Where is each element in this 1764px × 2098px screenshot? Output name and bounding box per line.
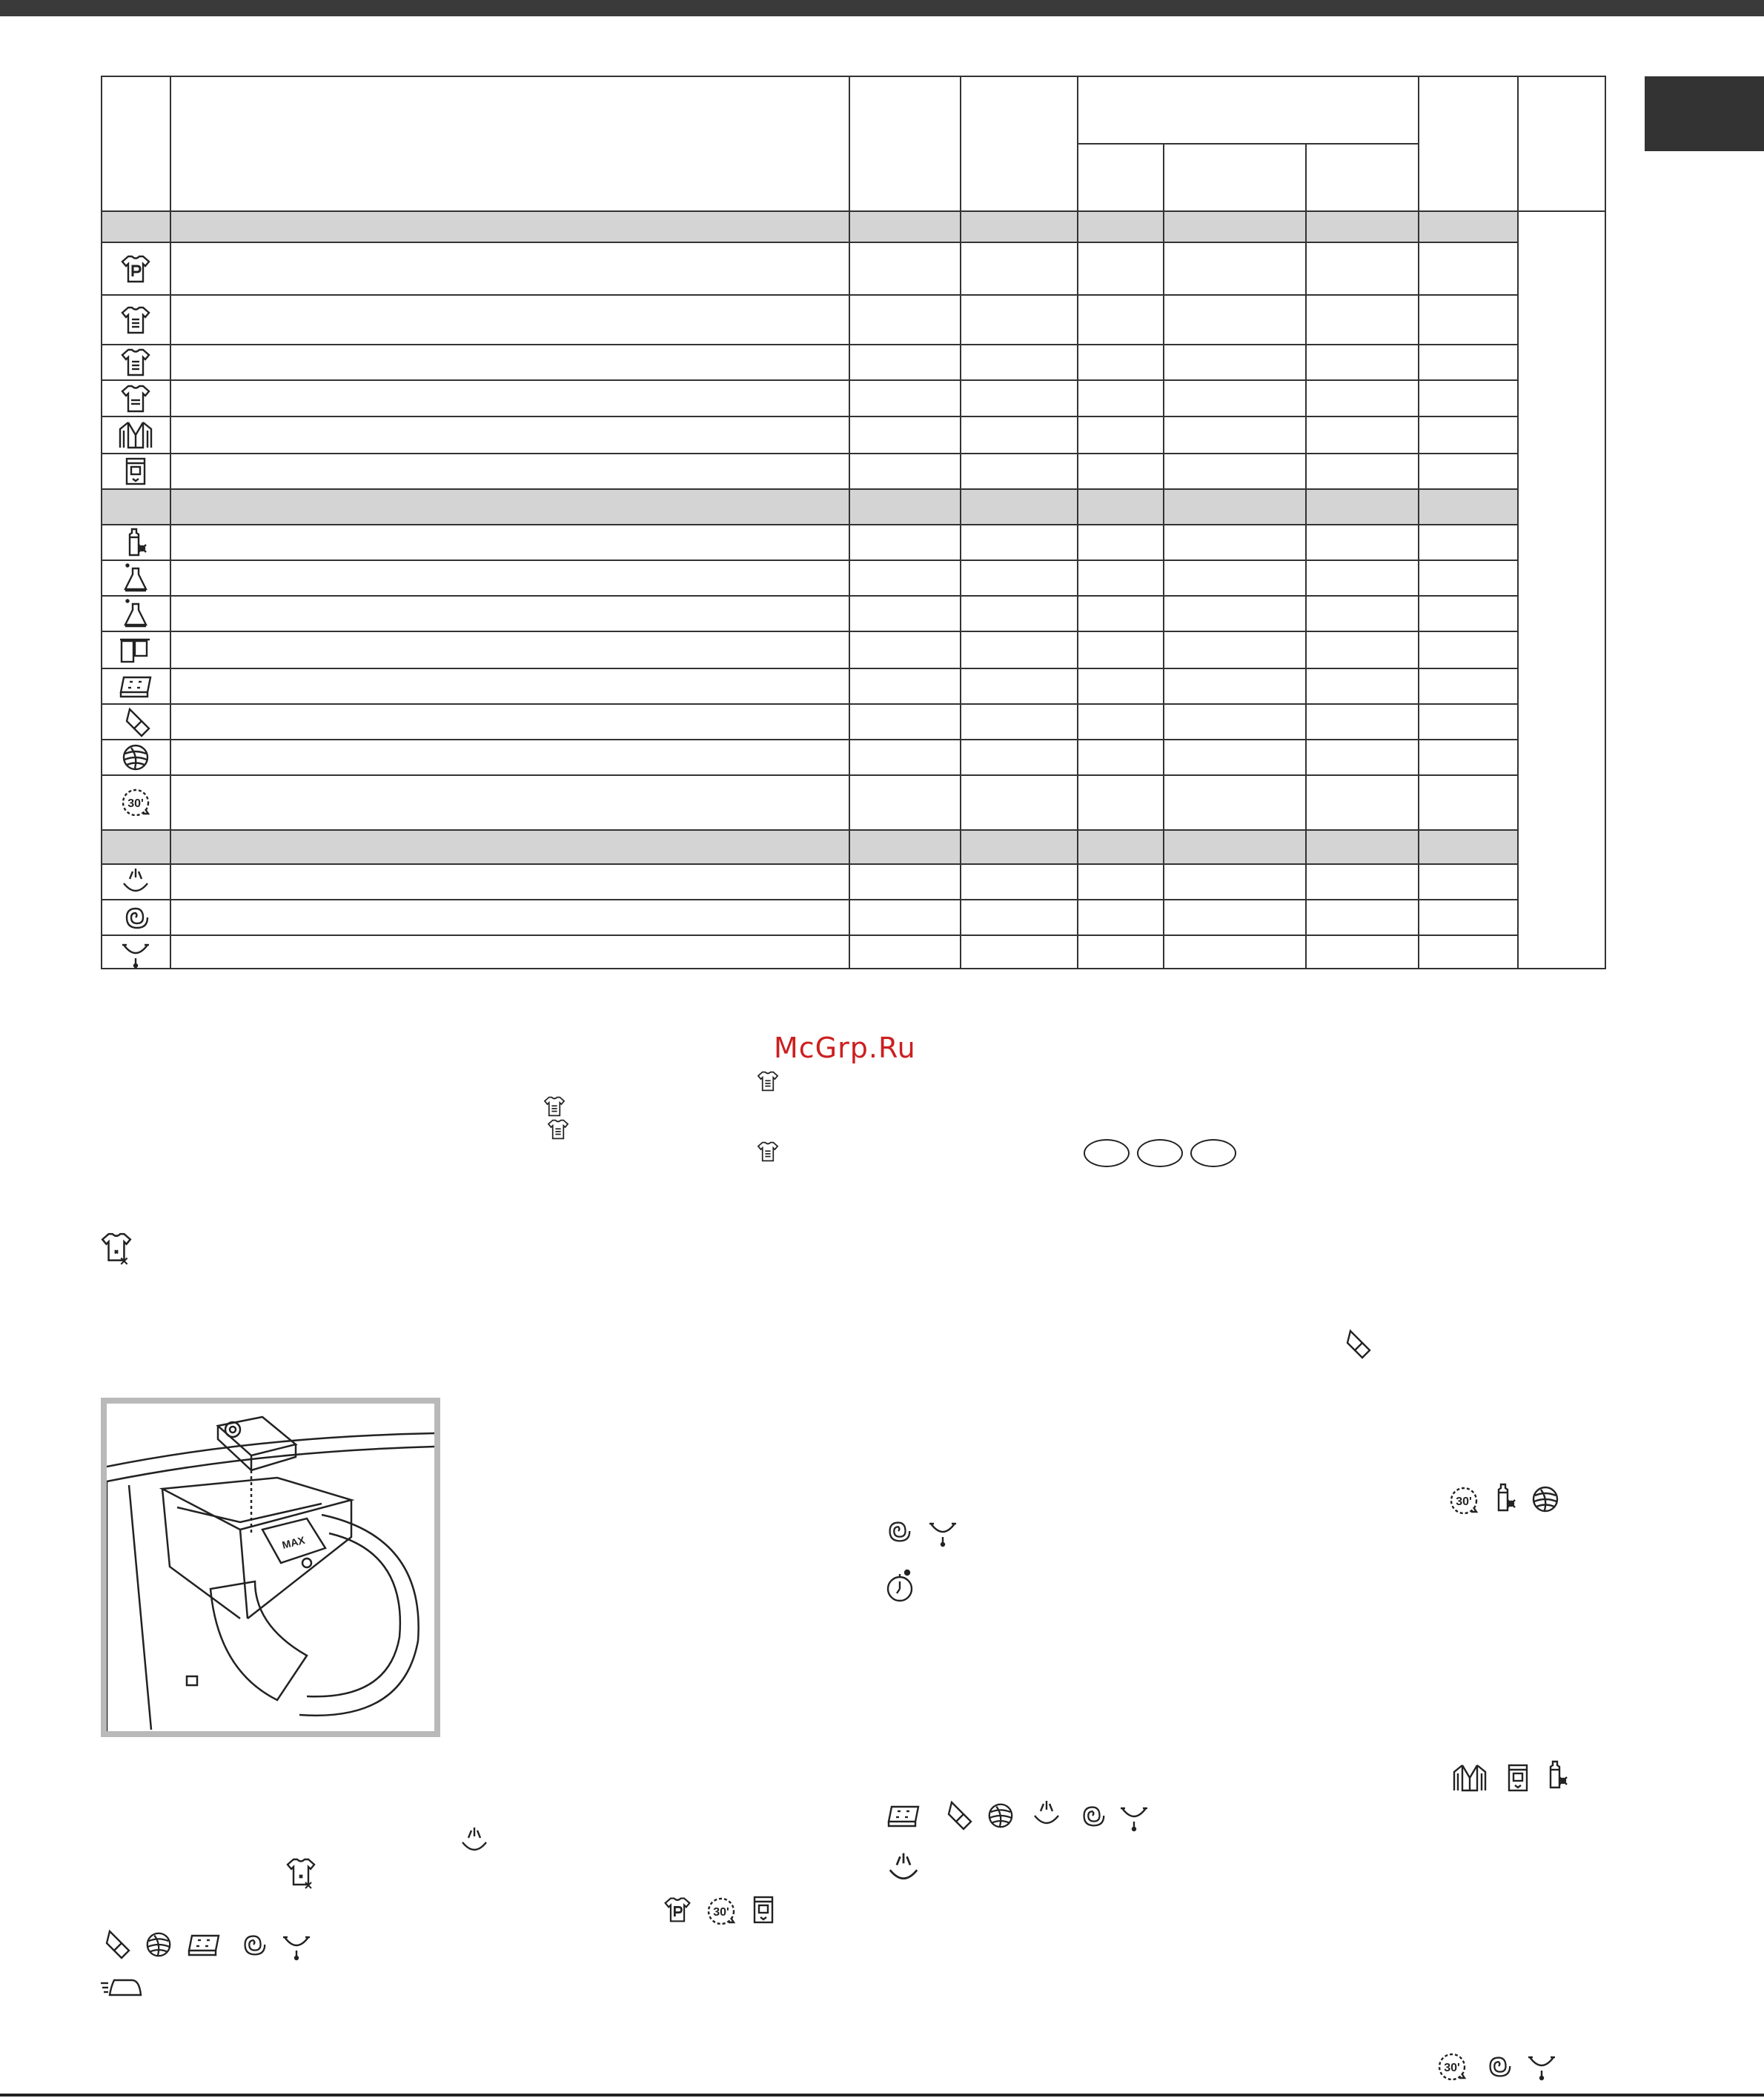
- flask-icon: [101, 560, 170, 596]
- language-tab: [1645, 76, 1764, 151]
- shirt-lines-icon: [543, 1095, 566, 1121]
- shirt-lines-icon: [546, 1118, 570, 1144]
- oval-2: [1137, 1139, 1183, 1167]
- silk-icon: [1340, 1328, 1373, 1363]
- duvet-icon: [185, 1930, 222, 1963]
- baby-bottle-icon: [101, 525, 170, 560]
- svg-text:30': 30': [127, 797, 144, 810]
- shirt-stain-icon: [99, 1232, 133, 1269]
- spin-icon: [883, 1516, 913, 1550]
- drain-icon: [101, 935, 170, 971]
- wool-icon: [101, 740, 170, 775]
- silk-icon: [101, 704, 170, 740]
- wool-icon: [986, 1801, 1015, 1834]
- shirt-dash-icon: [101, 380, 170, 416]
- top-bar: [0, 0, 1764, 16]
- rinse-icon: [885, 1848, 922, 1890]
- detergent-drawer-illustration: [101, 1398, 440, 1737]
- shirt-stain-icon: [285, 1857, 317, 1893]
- spin-icon: [1484, 2051, 1513, 2085]
- jeans-icon: [1503, 1762, 1533, 1797]
- max-label: MAX: [280, 1533, 306, 1551]
- spin-icon: [101, 900, 170, 935]
- spin-icon: [239, 1930, 268, 1963]
- bottom-rule: [0, 2094, 1764, 2097]
- programme-table: [101, 76, 1606, 969]
- jeans-icon: [749, 1894, 778, 1929]
- iron-icon: [99, 1974, 144, 2005]
- drain-icon: [926, 1516, 959, 1551]
- shirt-lines-icon: [101, 345, 170, 380]
- wool-icon: [144, 1930, 173, 1963]
- baby-bottle-icon: [1490, 1481, 1519, 1518]
- rinse-icon: [101, 864, 170, 898]
- jeans-icon: [101, 454, 170, 489]
- svg-text:30': 30': [713, 1906, 729, 1919]
- rinse-icon: [1030, 1798, 1063, 1833]
- shirt-jacket-icon: [101, 416, 170, 454]
- watermark: McGrp.Ru: [774, 1032, 916, 1064]
- shirt-lines-icon: [101, 295, 170, 345]
- silk-icon: [99, 1928, 132, 1963]
- shirt-jacket-icon: [1451, 1762, 1488, 1797]
- drain-icon: [1525, 2050, 1558, 2085]
- wool-icon: [1530, 1484, 1561, 1518]
- quick-30-icon: [101, 775, 170, 830]
- duvet-icon: [101, 668, 170, 704]
- quick-30-icon: [1447, 1484, 1481, 1521]
- spin-icon: [1078, 1801, 1107, 1834]
- shirt-lines-icon: [756, 1070, 780, 1096]
- shirt-p-icon: [663, 1896, 692, 1928]
- svg-text:30': 30': [1444, 2062, 1460, 2074]
- oval-3: [1190, 1139, 1236, 1167]
- quick-30-icon: [704, 1894, 738, 1932]
- oval-1: [1084, 1139, 1130, 1167]
- drain-icon: [280, 1930, 313, 1965]
- rinse-icon: [458, 1825, 491, 1859]
- quick-30-icon: [1435, 2050, 1469, 2088]
- drain-icon: [1118, 1801, 1150, 1836]
- towels-icon: [101, 631, 170, 668]
- baby-bottle-icon: [1542, 1758, 1571, 1796]
- duvet-icon: [885, 1801, 922, 1834]
- shirt-lines-icon: [756, 1141, 780, 1166]
- flask-icon: [101, 596, 170, 631]
- display-ovals: [1084, 1139, 1236, 1167]
- shirt-p-icon: [101, 242, 170, 295]
- silk-icon: [941, 1799, 974, 1834]
- svg-text:30': 30': [1456, 1496, 1472, 1508]
- delay-timer-icon: [885, 1568, 918, 1607]
